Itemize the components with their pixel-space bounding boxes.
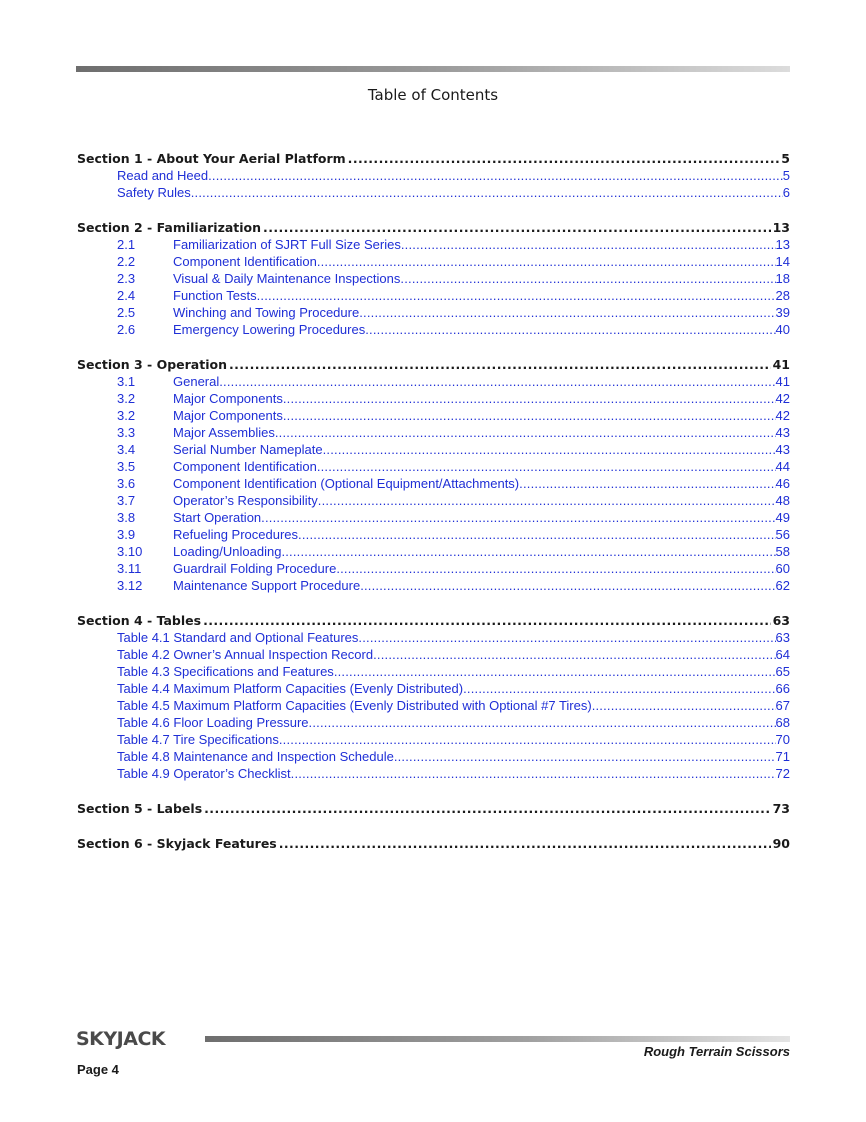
section-heading-link[interactable] [77,800,790,817]
entry-page-number: 64 [775,647,790,662]
page-title: Table of Contents [367,86,499,104]
entry-title: Table 4.5 Maximum Platform Capacities (Evenly Distributed with Optional #7 Tires) [117,698,592,713]
toc-entry-link[interactable] [77,390,790,407]
dot-leader [592,697,776,714]
entry-page-number: 42 [775,408,790,423]
section-title: Section 6 - Skyjack Features [77,836,277,851]
entry-title: Table 4.3 Specifications and Features [117,664,334,679]
dot-leader [275,424,776,441]
header-rule [76,66,790,72]
entry-page-number: 70 [775,732,790,747]
toc-entry-link[interactable] [77,492,790,509]
entry-number: 2.4 [117,288,136,303]
section-page-number: 5 [781,151,790,166]
section-title: Section 2 - Familiarization [77,220,262,235]
entry-page-number: 60 [775,561,790,576]
entry-page-number: 71 [775,749,790,764]
section-title: Section 4 - Tables [77,613,202,628]
toc-entry-link[interactable] [77,253,790,270]
entry-title: Start Operation [173,510,262,525]
toc-entry-link[interactable] [77,731,790,748]
entry-title: Visual & Daily Maintenance Inspections [173,271,401,286]
dot-leader [279,731,776,748]
entry-page-number: 63 [775,630,790,645]
entry-page-number: 41 [775,374,790,389]
entry-title: Major Assemblies [173,425,275,440]
toc-entry-link[interactable] [77,748,790,765]
toc-entry-link[interactable] [77,509,790,526]
entry-number: 3.9 [117,527,136,542]
entry-title: Major Components [173,391,283,406]
entry-title: Table 4.9 Operator’s Checklist [117,766,291,781]
toc-entry-link[interactable] [77,543,790,560]
dot-leader [291,765,776,782]
entry-title: Table 4.8 Maintenance and Inspection Schedule [117,749,394,764]
entry-page-number: 56 [775,527,790,542]
entry-number: 3.11 [117,561,142,576]
dot-leader [281,543,775,560]
section-heading-link[interactable] [77,219,790,236]
toc-entry-link[interactable] [77,458,790,475]
entry-page-number: 58 [775,544,790,559]
page-number: Page 4 [77,1062,119,1077]
entry-title: Read and Heed [117,168,209,183]
dot-leader [317,253,776,270]
entry-number: 2.3 [117,271,136,286]
toc-entry-link[interactable] [77,714,790,731]
table-of-contents [77,150,790,870]
entry-number: 3.12 [117,578,143,593]
dot-leader [394,748,776,765]
entry-title: Maintenance Support Procedure [173,578,361,593]
toc-entry-link[interactable] [77,424,790,441]
dot-leader [401,236,776,253]
toc-entry-link[interactable] [77,680,790,697]
toc-entry-link[interactable] [77,560,790,577]
toc-section [77,356,790,594]
dot-leader [261,509,775,526]
toc-entry-link[interactable] [77,167,790,184]
dot-leader [317,458,776,475]
dot-leader [463,680,775,697]
section-heading-link[interactable] [77,150,790,167]
entry-title: Table 4.7 Tire Specifications [117,732,279,747]
entry-page-number: 46 [775,476,790,491]
dot-leader [318,492,776,509]
entry-title: Component Identification [173,459,317,474]
skyjack-logo [76,1027,204,1054]
entry-number: 3.6 [117,476,136,491]
entry-page-number: 5 [782,168,790,183]
logo-wordmark: SKYJACK [76,1028,166,1049]
dot-leader [229,356,771,373]
dot-leader [334,663,776,680]
entry-title: Table 4.2 Owner’s Annual Inspection Record [117,647,374,662]
product-name: Rough Terrain Scissors [643,1044,790,1059]
entry-title: Loading/Unloading [173,544,282,559]
dot-leader [365,321,775,338]
entry-number: 2.6 [117,322,136,337]
entry-title: Familiarization of SJRT Full Size Series [173,237,401,252]
entry-page-number: 39 [775,305,790,320]
toc-entry-link[interactable] [77,577,790,594]
toc-section [77,800,790,817]
toc-section [77,150,790,201]
section-title: Section 3 - Operation [77,357,227,372]
entry-number: 3.8 [117,510,136,525]
entry-title: Table 4.6 Floor Loading Pressure [117,715,309,730]
entry-page-number: 66 [775,681,790,696]
entry-number: 3.4 [117,442,136,457]
entry-page-number: 67 [775,698,790,713]
entry-page-number: 28 [775,288,790,303]
toc-entry-link[interactable] [77,765,790,782]
section-title: Section 1 - About Your Aerial Platform [77,151,346,166]
section-heading-link[interactable] [77,612,790,629]
section-heading-link[interactable] [77,356,790,373]
entry-page-number: 44 [775,459,790,474]
dot-leader [323,441,776,458]
entry-number: 2.5 [117,305,136,320]
entry-page-number: 48 [775,493,790,508]
entry-page-number: 14 [775,254,790,269]
entry-title: Operator’s Responsibility [173,493,318,508]
dot-leader [204,800,770,817]
entry-title: Winching and Towing Procedure [173,305,360,320]
toc-entry-link[interactable] [77,629,790,646]
entry-page-number: 68 [775,715,790,730]
entry-page-number: 72 [775,766,790,781]
entry-page-number: 42 [775,391,790,406]
footer-rule [205,1036,790,1042]
toc-entry-link[interactable] [77,287,790,304]
dot-leader [219,373,775,390]
section-heading-link[interactable] [77,835,790,852]
dot-leader [298,526,776,543]
entry-title: Guardrail Folding Procedure [173,561,337,576]
entry-title: Component Identification [173,254,317,269]
entry-page-number: 43 [775,442,790,457]
entry-page-number: 13 [775,237,790,252]
toc-entry-link[interactable] [77,373,790,390]
toc-entry-link[interactable] [77,646,790,663]
section-page-number: 41 [772,357,790,372]
entry-title: Table 4.1 Standard and Optional Features [117,630,359,645]
entry-number: 3.2 [117,391,136,406]
entry-page-number: 18 [775,271,790,286]
section-page-number: 90 [772,836,790,851]
toc-section [77,612,790,782]
entry-number: 3.1 [117,374,136,389]
dot-leader [373,646,775,663]
entry-title: Emergency Lowering Procedures [173,322,366,337]
entry-number: 3.7 [117,493,136,508]
entry-page-number: 49 [775,510,790,525]
dot-leader [359,304,775,321]
entry-number: 3.5 [117,459,136,474]
dot-leader [360,577,775,594]
entry-page-number: 40 [775,322,790,337]
toc-entry-link[interactable] [77,441,790,458]
entry-title: Serial Number Nameplate [173,442,323,457]
toc-section [77,835,790,852]
section-page-number: 63 [772,613,790,628]
section-page-number: 13 [772,220,790,235]
toc-entry-link[interactable] [77,663,790,680]
toc-section [77,219,790,338]
toc-entry-link[interactable] [77,236,790,253]
entry-number: 3.10 [117,544,143,559]
entry-number: 3.3 [117,425,136,440]
section-page-number: 73 [772,801,790,816]
dot-leader [283,407,776,424]
dot-leader [203,612,771,629]
entry-title: Function Tests [173,288,257,303]
toc-entry-link[interactable] [77,697,790,714]
section-title: Section 5 - Labels [77,801,203,816]
toc-entry-link[interactable] [77,526,790,543]
dot-leader [400,270,775,287]
dot-leader [279,835,771,852]
dot-leader [191,184,783,201]
dot-leader [336,560,775,577]
entry-number: 2.1 [117,237,136,252]
toc-entry-link[interactable] [77,184,790,201]
toc-entry-link[interactable] [77,475,790,492]
entry-title: General [173,374,220,389]
dot-leader [283,390,776,407]
dot-leader [263,219,771,236]
entry-title: Major Components [173,408,283,423]
entry-title: Safety Rules [117,185,191,200]
entry-page-number: 62 [775,578,790,593]
entry-title: Refueling Procedures [173,527,299,542]
entry-page-number: 65 [775,664,790,679]
dot-leader [519,475,775,492]
entry-page-number: 6 [782,185,790,200]
entry-title: Table 4.4 Maximum Platform Capacities (Evenly Distributed) [117,681,464,696]
dot-leader [348,150,780,167]
entry-number: 2.2 [117,254,136,269]
toc-entry-link[interactable] [77,407,790,424]
toc-entry-link[interactable] [77,304,790,321]
dot-leader [358,629,775,646]
entry-title: Component Identification (Optional Equipment/Attachments) [173,476,520,491]
toc-entry-link[interactable] [77,321,790,338]
entry-number: 3.2 [117,408,136,423]
dot-leader [309,714,776,731]
toc-entry-link[interactable] [77,270,790,287]
dot-leader [208,167,783,184]
dot-leader [257,287,776,304]
entry-page-number: 43 [775,425,790,440]
